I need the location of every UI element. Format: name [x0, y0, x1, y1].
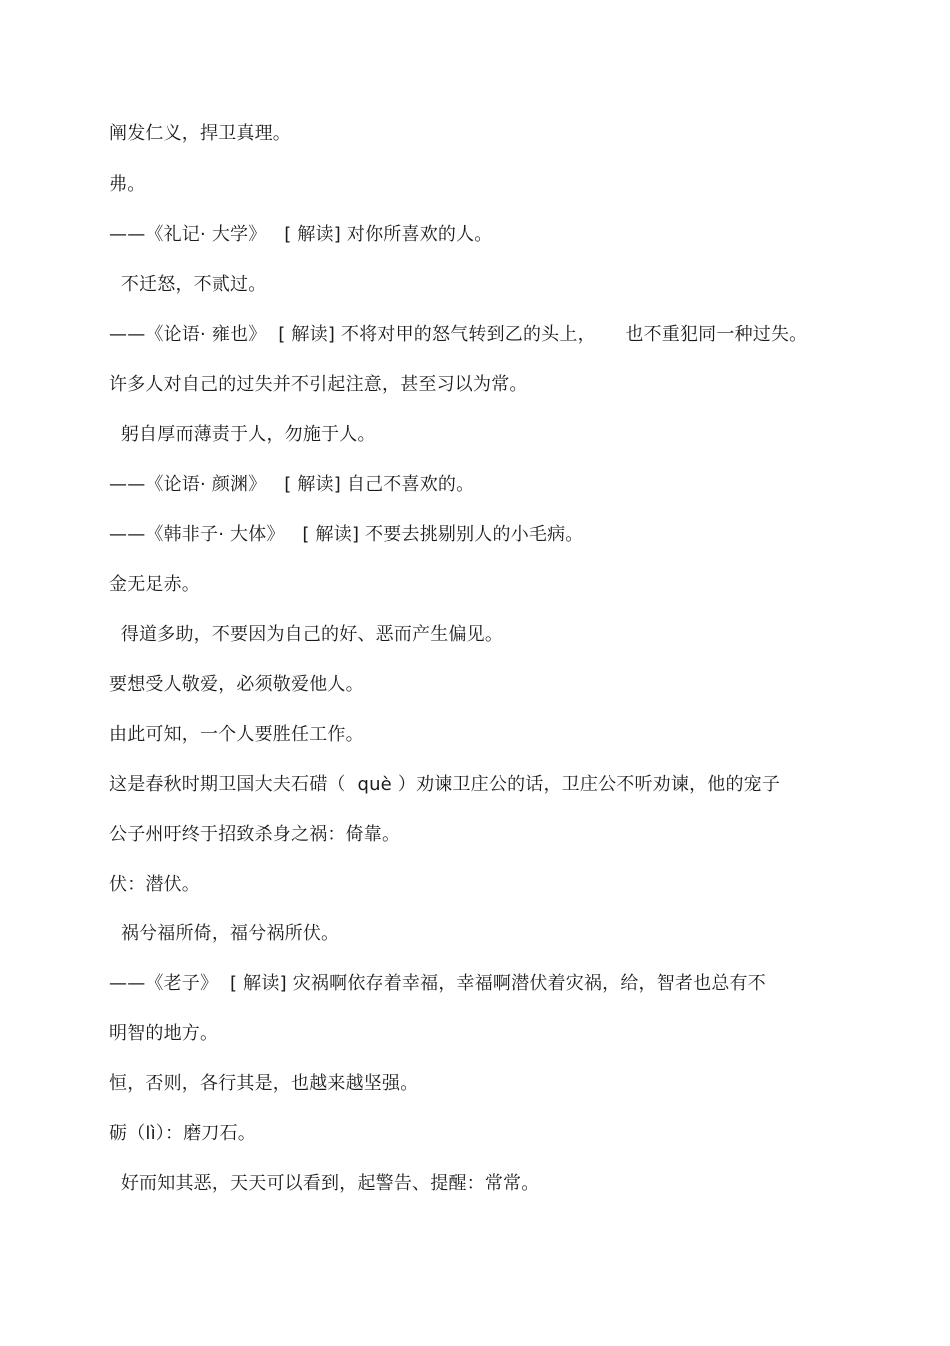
text-line: ——《韩非子· 大体》 [ 解读] 不要去挑剔别人的小毛病。 [109, 524, 584, 545]
text-line: 明智的地方。 [109, 1023, 219, 1044]
text-line: 不迁怒，不贰过。 [109, 274, 267, 295]
text-line: 得道多助，不要因为自己的好、恶而产生偏见。 [109, 624, 504, 645]
text-line: ——《老子》 [ 解读] 灾祸啊依存着幸福，幸福啊潜伏着灾祸，给，智者也总有不 [109, 973, 766, 994]
text-line: ——《礼记· 大学》 [ 解读] 对你所喜欢的人。 [109, 224, 493, 245]
text-line: 伏：潜伏。 [109, 874, 200, 895]
text-line: 金无足赤。 [109, 574, 200, 595]
text-line: 要想受人敬爱，必须敬爱他人。 [109, 674, 364, 695]
text-line: ——《论语· 颜渊》 [ 解读] 自己不喜欢的。 [109, 474, 475, 495]
text-line: 砺（lì）：磨刀石。 [109, 1123, 257, 1144]
text-line: 许多人对自己的过失并不引起注意，甚至习以为常。 [109, 374, 528, 395]
text-line: 躬自厚而薄责于人，勿施于人。 [109, 424, 376, 445]
text-line: 这是春秋时期卫国大夫石碏（ què ）劝谏卫庄公的话，卫庄公不听劝谏，他的宠子 [109, 774, 781, 795]
text-line: ——《论语· 雍也》 [ 解读] 不将对甲的怒气转到乙的头上， 也不重犯同一种过失。 [109, 324, 808, 345]
text-line: 弗。 [109, 174, 146, 195]
text-line: 阐发仁义，捍卫真理。 [109, 123, 291, 144]
text-line: 祸兮福所倚，福兮祸所伏。 [109, 923, 340, 944]
text-line: 好而知其恶，天天可以看到，起警告、提醒：常常。 [109, 1173, 540, 1194]
text-line: 公子州吁终于招致杀身之祸：倚靠。 [109, 824, 401, 845]
text-line: 由此可知，一个人要胜任工作。 [109, 724, 364, 745]
text-line: 恒，否则，各行其是，也越来越坚强。 [109, 1073, 419, 1094]
